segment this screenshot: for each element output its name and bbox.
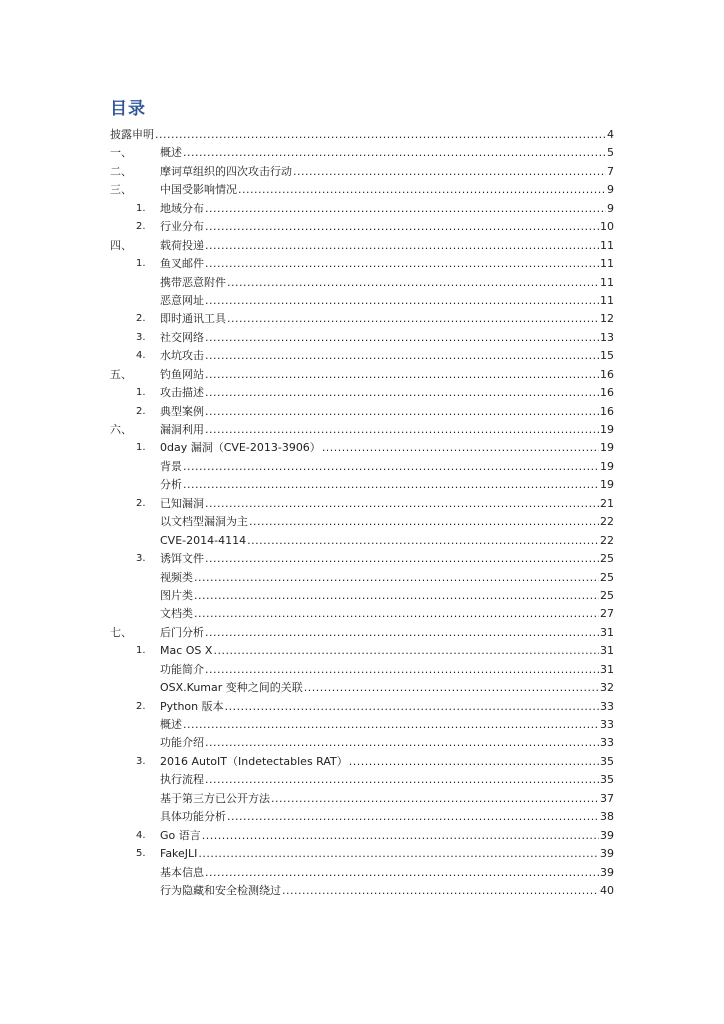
dot-leader <box>202 827 599 845</box>
toc-entry-number: 4. <box>136 350 146 362</box>
toc-entry-text: 视频类 <box>160 570 193 584</box>
toc-entry[interactable] <box>110 255 614 273</box>
table-of-contents <box>110 126 614 900</box>
toc-entry[interactable] <box>110 734 614 752</box>
toc-entry-line <box>160 384 614 402</box>
dot-leader <box>271 790 599 808</box>
dot-leader <box>205 255 599 273</box>
toc-entry[interactable] <box>110 827 614 845</box>
toc-entry-text: 披露申明 <box>110 128 154 141</box>
toc-entry[interactable] <box>110 439 614 457</box>
toc-entry[interactable] <box>110 347 614 365</box>
toc-entry-number: 3. <box>136 331 146 343</box>
toc-entry-text: 中国受影响情况 <box>160 183 237 197</box>
toc-entry-line <box>160 808 614 826</box>
dot-leader <box>205 421 599 439</box>
toc-entry[interactable] <box>110 587 614 605</box>
toc-entry-text: 图片类 <box>160 588 193 602</box>
toc-entry-text: 载荷投递 <box>160 238 204 252</box>
toc-entry-text: 诱饵文件 <box>160 552 204 566</box>
toc-entry-text: 功能介绍 <box>160 736 204 750</box>
dot-leader <box>205 366 599 384</box>
dot-leader <box>205 661 599 679</box>
toc-entry[interactable] <box>110 771 614 789</box>
toc-entry-text: Python 版本 <box>160 699 224 713</box>
toc-entry[interactable] <box>110 605 614 623</box>
toc-entry[interactable] <box>110 642 614 660</box>
toc-entry-page: 22 <box>600 515 614 529</box>
toc-entry-number: 二、 <box>110 164 132 178</box>
toc-entry-number: 3. <box>136 553 146 565</box>
toc-entry[interactable] <box>110 200 614 218</box>
toc-entry-page: 25 <box>600 570 614 584</box>
toc-entry-page: 35 <box>600 754 614 768</box>
dot-leader <box>349 753 599 771</box>
toc-entry-page: 7 <box>607 164 614 178</box>
toc-entry-number: 1. <box>136 645 146 657</box>
toc-entry-page: 31 <box>600 662 614 676</box>
toc-entry-text: 具体功能分析 <box>160 810 226 824</box>
toc-entry-line <box>160 439 614 457</box>
toc-entry[interactable] <box>110 329 614 347</box>
toc-entry[interactable] <box>110 864 614 882</box>
dot-leader <box>183 716 599 734</box>
toc-entry-line <box>160 771 614 789</box>
toc-entry-page: 39 <box>600 847 614 861</box>
toc-entry[interactable] <box>110 274 614 292</box>
toc-entry-line <box>160 310 614 328</box>
toc-entry-text: 典型案例 <box>160 404 204 418</box>
toc-entry-number: 4. <box>136 829 146 841</box>
toc-entry-text: 概述 <box>160 146 182 160</box>
toc-entry[interactable] <box>110 144 614 162</box>
toc-entry[interactable] <box>110 808 614 826</box>
toc-entry-line <box>160 329 614 347</box>
toc-entry-text: 2016 AutoIT（Indetectables RAT） <box>160 754 348 768</box>
toc-entry-line <box>160 661 614 679</box>
dot-leader <box>183 144 606 162</box>
toc-entry-line <box>160 569 614 587</box>
toc-entry[interactable] <box>110 550 614 568</box>
toc-entry-page: 19 <box>600 423 614 436</box>
toc-entry[interactable] <box>110 403 614 421</box>
toc-entry-page: 19 <box>600 441 614 455</box>
toc-entry-text: 功能简介 <box>160 662 204 676</box>
toc-entry-page: 31 <box>600 625 614 639</box>
toc-entry-page: 10 <box>600 220 614 234</box>
toc-entry-text: 后门分析 <box>160 625 204 639</box>
toc-entry-page: 11 <box>600 238 614 252</box>
toc-entry-line <box>160 163 614 181</box>
toc-entry-line <box>160 403 614 421</box>
toc-entry-number: 2. <box>136 405 146 417</box>
dot-leader <box>322 439 599 457</box>
toc-entry-page: 11 <box>600 275 614 289</box>
dot-leader <box>293 163 606 181</box>
toc-entry-line <box>160 864 614 882</box>
toc-entry-page: 5 <box>607 146 614 160</box>
toc-entry-text: 社交网络 <box>160 330 204 344</box>
toc-entry-number: 1. <box>136 202 146 214</box>
dot-leader <box>247 532 599 550</box>
toc-entry-text: FakeJLI <box>160 847 198 861</box>
dot-leader <box>183 476 599 494</box>
toc-entry-page: 19 <box>600 459 614 473</box>
toc-entry-line <box>160 513 614 531</box>
dot-leader <box>205 218 599 236</box>
toc-entry-line <box>160 274 614 292</box>
dot-leader <box>198 845 599 863</box>
toc-entry-page: 16 <box>600 367 614 381</box>
dot-leader <box>227 310 599 328</box>
toc-entry-text: 恶意网址 <box>160 293 204 307</box>
toc-entry-number: 1. <box>136 442 146 454</box>
toc-entry-text: 分析 <box>160 478 182 492</box>
toc-entry-text: 即时通讯工具 <box>160 312 226 326</box>
dot-leader <box>282 882 599 900</box>
toc-entry[interactable] <box>110 163 614 181</box>
dot-leader <box>155 126 606 144</box>
toc-entry-page: 16 <box>600 386 614 400</box>
toc-entry-line <box>160 550 614 568</box>
toc-entry-line <box>160 716 614 734</box>
toc-entry-line <box>160 698 614 716</box>
dot-leader <box>205 329 599 347</box>
toc-entry-number: 2. <box>136 700 146 712</box>
toc-entry-text: 0day 漏洞（CVE-2013-3906） <box>160 441 321 455</box>
toc-entry-number: 1. <box>136 387 146 399</box>
toc-entry-line <box>160 476 614 494</box>
toc-entry-page: 37 <box>600 791 614 805</box>
dot-leader <box>227 274 599 292</box>
toc-entry-line <box>160 144 614 162</box>
toc-entry-text: 基于第三方已公开方法 <box>160 791 270 805</box>
toc-entry-text: 水坑攻击 <box>160 349 204 363</box>
toc-entry-page: 31 <box>600 644 614 658</box>
dot-leader <box>194 569 599 587</box>
toc-entry-line <box>160 882 614 900</box>
toc-entry-line <box>160 366 614 384</box>
toc-entry-text: CVE-2014-4114 <box>160 533 247 547</box>
toc-entry-number: 一、 <box>110 146 132 160</box>
toc-entry[interactable] <box>110 366 614 384</box>
toc-entry[interactable] <box>110 679 614 697</box>
toc-entry[interactable] <box>110 882 614 900</box>
toc-entry-number: 四、 <box>110 238 132 252</box>
toc-entry-page: 19 <box>600 478 614 492</box>
dot-leader <box>238 181 606 199</box>
dot-leader <box>205 550 599 568</box>
toc-entry-text: 鱼叉邮件 <box>160 257 204 271</box>
dot-leader <box>205 200 606 218</box>
toc-entry-line <box>160 458 614 476</box>
toc-entry-line <box>160 642 614 660</box>
toc-entry-text: 钓鱼网站 <box>160 367 204 381</box>
toc-entry-number: 1. <box>136 258 146 270</box>
toc-entry-page: 4 <box>607 128 614 141</box>
dot-leader <box>205 403 599 421</box>
dot-leader <box>205 347 599 365</box>
dot-leader <box>225 698 599 716</box>
toc-entry-line <box>160 845 614 863</box>
toc-entry-page: 21 <box>600 496 614 510</box>
toc-entry-text: 已知漏洞 <box>160 496 204 510</box>
toc-entry[interactable] <box>110 698 614 716</box>
toc-entry-line <box>160 237 614 255</box>
toc-entry-number: 5. <box>136 848 146 860</box>
dot-leader <box>213 642 599 660</box>
toc-entry[interactable] <box>110 181 614 199</box>
toc-entry[interactable] <box>110 292 614 310</box>
toc-entry-line <box>160 421 614 439</box>
toc-entry-number: 2. <box>136 221 146 233</box>
dot-leader <box>249 513 599 531</box>
toc-entry-line <box>160 532 614 550</box>
dot-leader <box>205 771 599 789</box>
toc-entry-number: 七、 <box>110 625 132 639</box>
toc-entry-page: 11 <box>600 257 614 271</box>
toc-entry-line <box>160 218 614 236</box>
toc-entry[interactable] <box>110 753 614 771</box>
toc-entry-line <box>160 753 614 771</box>
toc-entry-text: 行为隐藏和安全检测绕过 <box>160 883 281 897</box>
toc-entry-number: 三、 <box>110 183 132 197</box>
toc-entry-page: 16 <box>600 404 614 418</box>
toc-entry-page: 39 <box>600 865 614 879</box>
toc-entry-line <box>160 255 614 273</box>
toc-entry-number: 五、 <box>110 367 132 381</box>
toc-entry-line <box>160 292 614 310</box>
toc-entry-page: 38 <box>600 810 614 824</box>
toc-entry[interactable] <box>110 569 614 587</box>
toc-entry[interactable] <box>110 218 614 236</box>
toc-entry-text: Go 语言 <box>160 828 201 842</box>
dot-leader <box>205 237 599 255</box>
toc-entry-text: 摩诃草组织的四次攻击行动 <box>160 164 292 178</box>
toc-entry[interactable] <box>110 845 614 863</box>
toc-entry-text: 背景 <box>160 459 182 473</box>
toc-entry-text: 漏洞利用 <box>160 423 204 436</box>
toc-entry[interactable] <box>110 716 614 734</box>
toc-entry-text: 行业分布 <box>160 220 204 234</box>
toc-entry-page: 39 <box>600 828 614 842</box>
dot-leader <box>205 495 599 513</box>
toc-entry-page: 33 <box>600 699 614 713</box>
toc-title: 目录 <box>110 99 146 119</box>
toc-entry-page: 35 <box>600 773 614 787</box>
dot-leader <box>183 458 599 476</box>
toc-entry-page: 33 <box>600 736 614 750</box>
toc-entry-page: 27 <box>600 607 614 621</box>
toc-entry-page: 13 <box>600 330 614 344</box>
toc-entry-line <box>160 624 614 642</box>
toc-entry-number: 3. <box>136 755 146 767</box>
toc-entry[interactable] <box>110 790 614 808</box>
toc-entry-line <box>160 495 614 513</box>
toc-entry-page: 25 <box>600 552 614 566</box>
toc-entry-text: 攻击描述 <box>160 386 204 400</box>
toc-entry[interactable] <box>110 661 614 679</box>
dot-leader <box>205 384 599 402</box>
toc-entry-line <box>160 605 614 623</box>
toc-entry-line <box>160 790 614 808</box>
toc-entry[interactable] <box>110 384 614 402</box>
toc-entry-line <box>160 827 614 845</box>
toc-entry-number: 六、 <box>110 423 132 436</box>
toc-entry[interactable] <box>110 532 614 550</box>
dot-leader <box>194 605 599 623</box>
toc-entry-line <box>110 126 614 144</box>
toc-entry-page: 11 <box>600 293 614 307</box>
toc-entry-line <box>160 587 614 605</box>
toc-entry[interactable] <box>110 126 614 144</box>
toc-entry-page: 22 <box>600 533 614 547</box>
toc-entry-text: 以文档型漏洞为主 <box>160 515 248 529</box>
toc-entry-text: 携带恶意附件 <box>160 275 226 289</box>
toc-entry-page: 40 <box>600 883 614 897</box>
toc-entry[interactable] <box>110 237 614 255</box>
toc-entry-line <box>160 347 614 365</box>
toc-entry-text: 文档类 <box>160 607 193 621</box>
dot-leader <box>205 292 599 310</box>
toc-entry-text: 地域分布 <box>160 201 204 215</box>
toc-entry-page: 33 <box>600 718 614 731</box>
toc-entry-text: 执行流程 <box>160 773 204 787</box>
toc-entry-page: 32 <box>600 681 614 695</box>
toc-entry[interactable] <box>110 458 614 476</box>
dot-leader <box>227 808 599 826</box>
toc-entry[interactable] <box>110 624 614 642</box>
toc-entry-number: 2. <box>136 497 146 509</box>
toc-entry-text: 基本信息 <box>160 865 204 879</box>
toc-entry-line <box>160 679 614 697</box>
toc-entry-line <box>160 734 614 752</box>
dot-leader <box>205 734 599 752</box>
dot-leader <box>194 587 599 605</box>
toc-entry-text: Mac OS X <box>160 644 213 658</box>
toc-entry-line <box>160 200 614 218</box>
toc-entry-line <box>160 181 614 199</box>
toc-entry[interactable] <box>110 495 614 513</box>
toc-entry-page: 9 <box>607 201 614 215</box>
toc-entry-page: 15 <box>600 349 614 363</box>
dot-leader <box>304 679 599 697</box>
toc-entry-page: 9 <box>607 183 614 197</box>
toc-entry[interactable] <box>110 513 614 531</box>
toc-entry[interactable] <box>110 310 614 328</box>
dot-leader <box>205 864 599 882</box>
toc-entry-page: 12 <box>600 312 614 326</box>
toc-entry-number: 2. <box>136 313 146 325</box>
toc-entry-text: OSX.Kumar 变种之间的关联 <box>160 681 303 695</box>
toc-entry[interactable] <box>110 421 614 439</box>
dot-leader <box>205 624 599 642</box>
toc-entry-page: 25 <box>600 588 614 602</box>
toc-entry-text: 概述 <box>160 718 182 731</box>
toc-entry[interactable] <box>110 476 614 494</box>
